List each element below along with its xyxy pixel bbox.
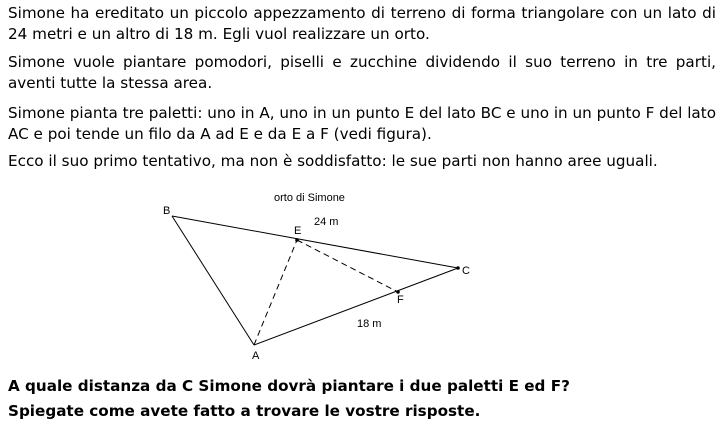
question-explain: Spiegate come avete fatto a trovare le vostre risposte. xyxy=(8,402,481,420)
point-c xyxy=(456,266,460,270)
label-b: B xyxy=(163,205,171,217)
paragraph-intro: Simone ha ereditato un piccolo appezzamento di terreno di forma triangolare con un lato di 24 metri e un altro di 18 m. Egli vuol realizzare un orto. xyxy=(8,4,716,43)
paragraph-attempt: Ecco il suo primo tentativo, ma non è soddisfatto: le sue parti non hanno aree uguali. xyxy=(8,152,658,170)
point-e xyxy=(295,238,299,242)
paragraph-stakes: Simone pianta tre paletti: uno in A, uno in un punto E del lato BC e uno in un punto F del lato AC e poi tende un filo da A ad E e da E a F (vedi figura). xyxy=(8,104,716,143)
label-a: A xyxy=(252,350,260,362)
label-side-bc: 24 m xyxy=(314,216,339,228)
string-ae xyxy=(254,240,297,345)
label-c: C xyxy=(462,265,470,277)
label-e: E xyxy=(294,225,302,237)
label-f: F xyxy=(397,294,404,306)
question-distance: A quale distanza da C Simone dovrà piantare i due paletti E ed F? xyxy=(8,377,570,395)
paragraph-goal: Simone vuole piantare pomodori, piselli e zucchine dividendo il suo terreno in tre parti, aventi tutte la stessa area. xyxy=(8,53,716,92)
label-side-ac: 18 m xyxy=(357,318,382,330)
side-ba xyxy=(172,216,254,345)
side-ac xyxy=(254,268,458,345)
figure-title: orto di Simone xyxy=(274,192,345,204)
